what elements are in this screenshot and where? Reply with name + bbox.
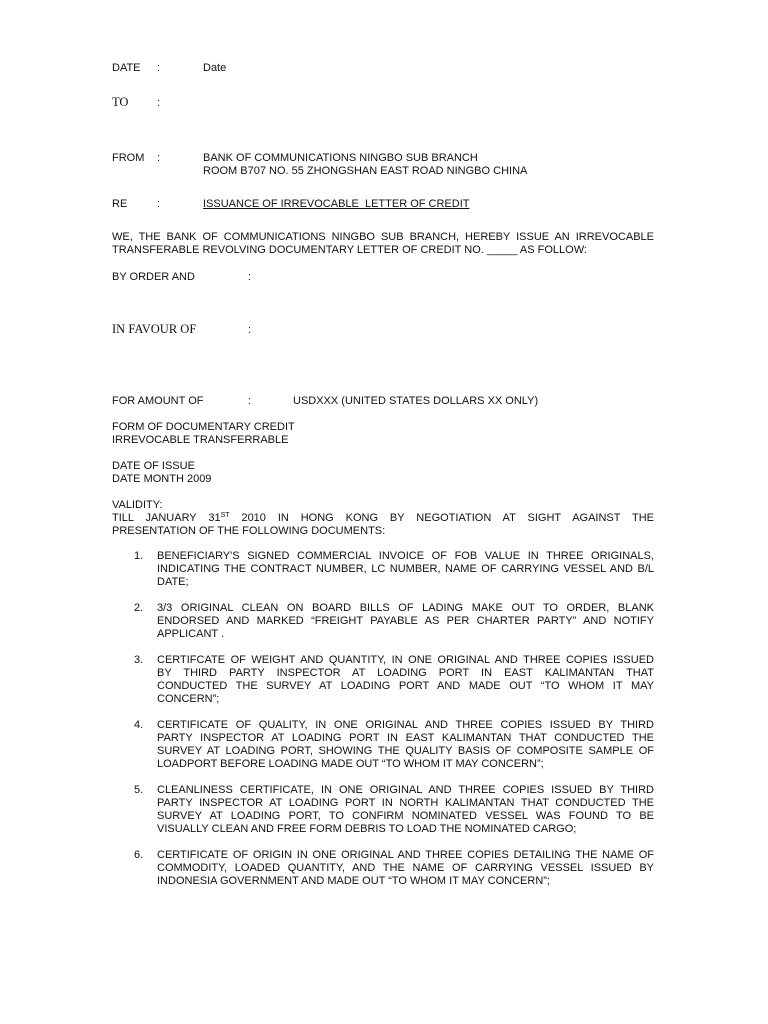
document-line: INDICATING THE CONTRACT NUMBER, LC NUMBER, NAME OF CARRYING VESSEL AND B/L [157,563,654,575]
document-line: BY THIRD PARTY INSPECTOR AT LOADING PORT IN EAST KALIMANTAN THAT [157,667,654,679]
document-item [112,602,654,641]
validity-line-2: PRESENTATION OF THE FOLLOWING DOCUMENTS: [112,525,386,537]
document-line: SURVEY AT LOADING PORT, TO CONFIRM NOMINATED VESSEL WAS FOUND TO BE [157,810,654,822]
favour-label: IN FAVOUR OF [112,322,197,336]
re-colon: : [157,198,161,210]
issue-value: DATE MONTH 2009 [112,473,212,485]
date-colon: : [157,62,161,74]
validity-paragraph [112,512,654,538]
document-item [112,849,654,888]
to-label: TO [112,95,129,109]
from-label: FROM [112,152,145,164]
validity-line-1 [112,512,654,525]
document-line: SURVEY AT LOADING PORT, SHOWING THE QUALITY BASIS OF COMPOSITE SAMPLE OF [157,745,654,757]
document-number: 4. [134,719,144,731]
document-line: LOADPORT BEFORE LOADING MADE OUT “TO WHOM IT MAY CONCERN”; [157,758,544,770]
document-item [112,719,654,771]
intro-line-1: WE, THE BANK OF COMMUNICATIONS NINGBO SUB BRANCH, HEREBY ISSUE AN IRREVOCABLE [112,231,654,243]
form-label: FORM OF DOCUMENTARY CREDIT [112,421,295,433]
document-line: PARTY INSPECTOR AT LOADING PORT IN NORTH KALIMANTAN THAT CONDUCTED THE [157,797,654,809]
document-line: CERTIFICATE OF QUALITY, IN ONE ORIGINAL AND THREE COPIES ISSUED BY THIRD [157,719,654,731]
date-label: DATE [112,62,141,74]
validity-pre: TILL JANUARY 31 [112,512,221,524]
document-line: CONCERN”; [157,693,220,705]
document-line: CONDUCTED THE SURVEY AT LOADING PORT AND MADE OUT “TO WHOM IT MAY [157,680,654,692]
favour-colon: : [248,324,252,336]
from-line-1: BANK OF COMMUNICATIONS NINGBO SUB BRANCH [203,152,478,164]
document-line: APPLICANT . [157,628,225,640]
from-line-2: ROOM B707 NO. 55 ZHONGSHAN EAST ROAD NINGBO CHINA [203,165,528,177]
by-order-label: BY ORDER AND [112,271,195,283]
issue-label: DATE OF ISSUE [112,460,195,472]
document-number: 1. [134,550,144,562]
document-line: CERTIFCATE OF WEIGHT AND QUANTITY, IN ONE ORIGINAL AND THREE COPIES ISSUED [157,654,654,666]
documents-list [112,550,654,901]
to-colon: : [157,97,161,109]
re-subject: ISSUANCE OF IRREVOCABLE LETTER OF CREDIT [203,198,470,210]
document-item [112,654,654,706]
amount-value: USDXXX (UNITED STATES DOLLARS XX ONLY) [293,395,539,407]
validity-sup: ST [220,512,230,519]
amount-colon: : [248,395,252,407]
document-line: COMMODITY, LOADED QUANTITY, AND THE NAME OF CARRYING VESSEL ISSUED BY [157,862,654,874]
document-line: CERTIFICATE OF ORIGIN IN ONE ORIGINAL AND THREE COPIES DETAILING THE NAME OF [157,849,654,861]
document-line: DATE; [157,576,189,588]
date-value: Date [203,62,227,74]
validity-label: VALIDITY: [112,499,163,511]
document-line: PARTY INSPECTOR AT LOADING PORT IN EAST KALIMANTAN THAT CONDUCTED THE [157,732,654,744]
validity-post: 2010 IN HONG KONG BY NEGOTIATION AT SIGHT AGAINST THE [229,512,654,524]
from-colon: : [157,152,161,164]
document-line: 3/3 ORIGINAL CLEAN ON BOARD BILLS OF LADING MAKE OUT TO ORDER, BLANK [157,602,654,614]
intro-paragraph [112,231,654,257]
re-label: RE [112,198,128,210]
document-number: 3. [134,654,144,666]
document-number: 6. [134,849,144,861]
document-line: INDONESIA GOVERNMENT AND MADE OUT “TO WHOM IT MAY CONCERN”; [157,875,550,887]
document-line: VISUALLY CLEAN AND FREE FORM DEBRIS TO LOAD THE NOMINATED CARGO; [157,823,577,835]
amount-label: FOR AMOUNT OF [112,395,204,407]
document-item [112,550,654,589]
document-line: ENDORSED AND MARKED “FREIGHT PAYABLE AS PER CHARTER PARTY” AND NOTIFY [157,615,654,627]
document-number: 2. [134,602,144,614]
intro-line-2: TRANSFERABLE REVOLVING DOCUMENTARY LETTER OF CREDIT NO. _____ AS FOLLOW: [112,244,587,256]
by-order-colon: : [248,271,252,283]
document-number: 5. [134,784,144,796]
form-value: IRREVOCABLE TRANSFERRABLE [112,434,289,446]
document-item [112,784,654,836]
document-line: CLEANLINESS CERTIFICATE, IN ONE ORIGINAL AND THREE COPIES ISSUED BY THIRD [157,784,654,796]
document-line: BENEFICIARY'S SIGNED COMMERCIAL INVOICE OF FOB VALUE IN THREE ORIGINALS, [157,550,654,562]
